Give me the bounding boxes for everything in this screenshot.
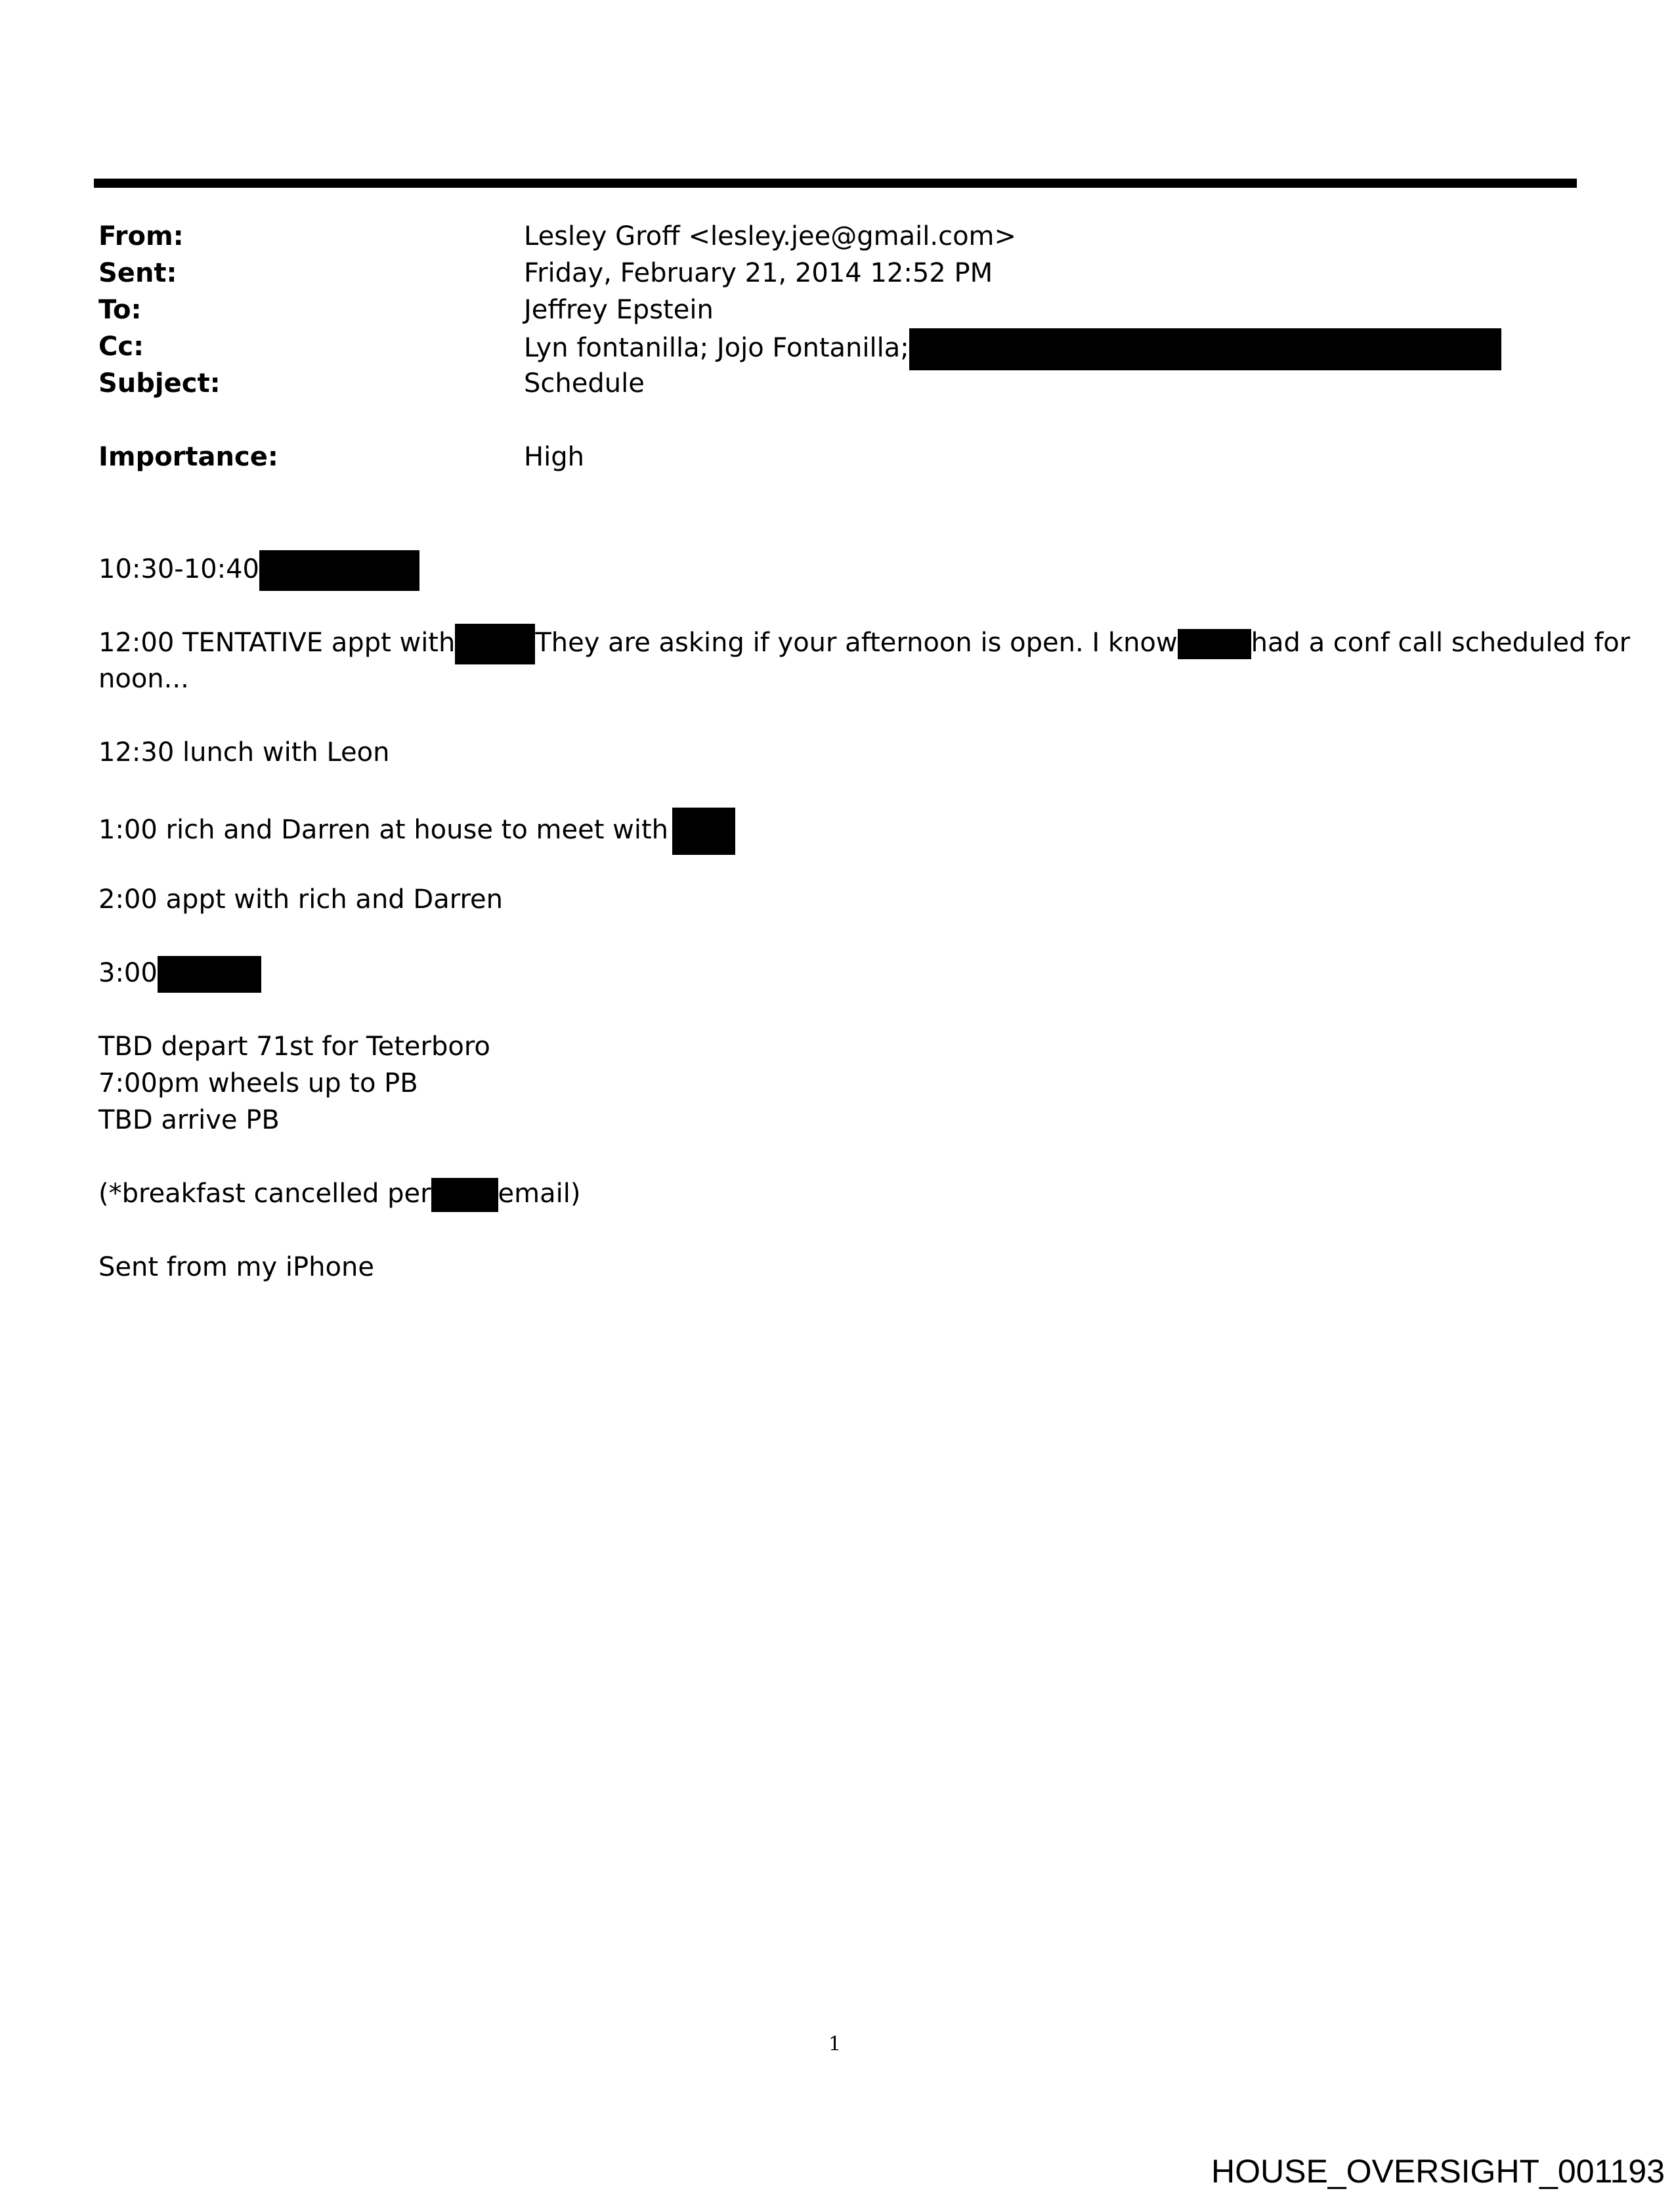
body-line-8	[98, 1065, 418, 1102]
redaction-box	[455, 624, 535, 664]
page-number: 1	[828, 2033, 842, 2056]
body-line-1	[98, 550, 419, 591]
signature-text: Sent from my iPhone	[98, 1252, 374, 1282]
from-value: Lesley Groff <lesley.jee@gmail.com>	[524, 221, 1017, 251]
sent-value: Friday, February 21, 2014 12:52 PM	[524, 258, 993, 288]
body-line-3	[98, 734, 389, 771]
schedule-text: 7:00pm wheels up to PB	[98, 1068, 418, 1098]
schedule-text: 12:00 TENTATIVE appt with	[98, 628, 456, 658]
schedule-text: They are asking if your afternoon is open. I know	[535, 628, 1178, 658]
cc-label: Cc:	[98, 332, 144, 362]
body-line-5	[98, 881, 503, 918]
schedule-text: TBD depart 71st for Teterboro	[98, 1031, 490, 1062]
top-rule	[94, 179, 1577, 188]
body-line-2-cont	[98, 661, 189, 697]
schedule-text: 12:30 lunch with Leon	[98, 737, 390, 768]
body-line-4	[98, 808, 735, 855]
cc-value	[524, 328, 1501, 370]
redaction-box	[158, 956, 261, 993]
body-line-9	[98, 1102, 280, 1139]
importance-value: High	[524, 442, 584, 472]
header-sent	[98, 255, 1576, 292]
redaction-box	[909, 328, 1501, 370]
redaction-box	[1178, 629, 1251, 659]
to-label: To:	[98, 295, 142, 325]
schedule-text: noon...	[98, 664, 189, 694]
body-line-7	[98, 1028, 490, 1065]
header-to	[98, 292, 1576, 328]
schedule-text: (*breakfast cancelled per	[98, 1179, 431, 1209]
signature	[98, 1249, 374, 1286]
header-cc	[98, 328, 1576, 365]
body-line-6	[98, 955, 261, 993]
bates-number: HOUSE_OVERSIGHT_001193	[1211, 2153, 1665, 2190]
to-value: Jeffrey Epstein	[524, 295, 714, 325]
schedule-text: email)	[498, 1179, 581, 1209]
importance-label: Importance:	[98, 442, 278, 472]
body-line-2	[98, 624, 1630, 664]
schedule-text: TBD arrive PB	[98, 1105, 280, 1135]
redaction-box	[431, 1178, 498, 1212]
header-importance	[98, 439, 1576, 475]
sent-label: Sent:	[98, 258, 177, 288]
schedule-text: 3:00	[98, 958, 158, 988]
cc-value-text: Lyn fontanilla; Jojo Fontanilla;	[524, 333, 909, 363]
subject-label: Subject:	[98, 368, 221, 399]
from-label: From:	[98, 221, 184, 251]
schedule-text: 1:00 rich and Darren at house to meet with	[98, 815, 668, 845]
schedule-text: 2:00 appt with rich and Darren	[98, 884, 503, 915]
body-line-10	[98, 1175, 580, 1212]
header-from	[98, 218, 1576, 255]
schedule-text: 10:30-10:40	[98, 554, 259, 584]
header-subject	[98, 365, 1576, 402]
subject-value: Schedule	[524, 368, 645, 399]
redaction-box	[259, 550, 419, 591]
redaction-box	[672, 808, 735, 855]
schedule-text: had a conf call scheduled for	[1251, 628, 1631, 658]
